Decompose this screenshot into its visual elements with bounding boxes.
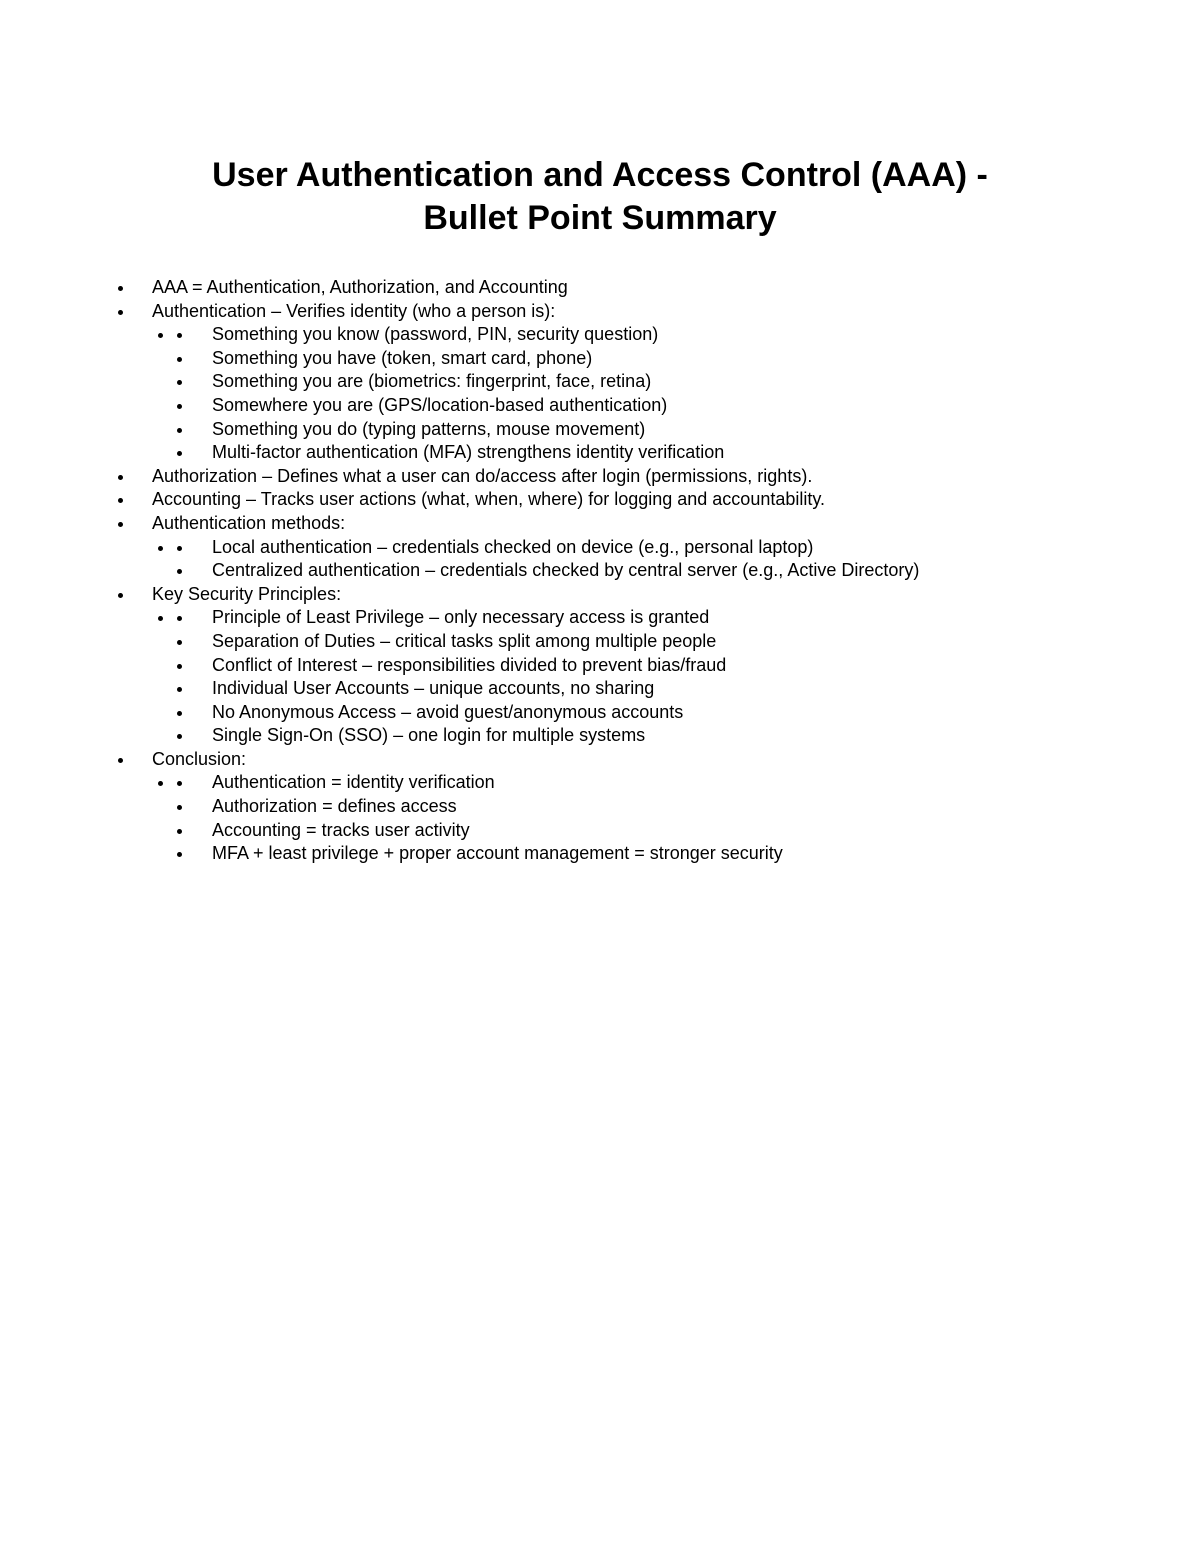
sub-list-item xyxy=(0,677,1200,701)
bullet-dot-icon xyxy=(177,829,182,834)
sub-list-item xyxy=(0,842,1200,866)
list-item-text: MFA + least privilege + proper account management = stronger security xyxy=(212,843,783,864)
sub-list-item xyxy=(0,606,1200,630)
list-item-text: Conclusion: xyxy=(152,748,247,769)
sub-list-item xyxy=(0,724,1200,748)
list-item-text: No Anonymous Access – avoid guest/anonymous accounts xyxy=(212,701,684,722)
bullet-dot-icon xyxy=(177,380,182,385)
bullet-dot-icon xyxy=(177,404,182,409)
document-title-line-1: User Authentication and Access Control (AAA) - xyxy=(212,156,988,194)
bullet-dot-icon xyxy=(177,640,182,645)
bullet-dot-icon xyxy=(177,616,182,621)
bullet-dot-icon xyxy=(118,593,123,598)
bullet-dot-icon xyxy=(118,475,123,480)
list-item xyxy=(0,488,1200,512)
sub-list-item xyxy=(0,536,1200,560)
list-item xyxy=(0,300,1200,324)
sub-list-item xyxy=(0,370,1200,394)
bullet-dot-icon xyxy=(118,758,123,763)
list-item-text: Authorization – Defines what a user can do/access after login (permissions, rights). xyxy=(152,465,813,486)
list-item-text: Multi-factor authentication (MFA) strengthens identity verification xyxy=(212,442,725,463)
list-item-text: Authentication methods: xyxy=(152,512,346,533)
list-item-text: Single Sign-On (SSO) – one login for multiple systems xyxy=(212,725,646,746)
list-item-text: Authentication = identity verification xyxy=(212,772,495,793)
sub-list-item xyxy=(0,795,1200,819)
list-item xyxy=(0,465,1200,489)
list-item-text: Individual User Accounts – unique accounts, no sharing xyxy=(212,678,655,699)
bullet-dot-icon xyxy=(177,687,182,692)
list-item-text: Something you have (token, smart card, phone) xyxy=(212,347,593,368)
list-item-text: Authentication – Verifies identity (who a person is): xyxy=(152,300,556,321)
list-item-text: Something you are (biometrics: fingerprint, face, retina) xyxy=(212,371,652,392)
list-item-text: Accounting = tracks user activity xyxy=(212,819,470,840)
list-item-text: Key Security Principles: xyxy=(152,583,342,604)
bullet-dot-icon xyxy=(177,569,182,574)
list-item-text: Something you do (typing patterns, mouse movement) xyxy=(212,418,646,439)
sub-list-item xyxy=(0,441,1200,465)
sub-list-item xyxy=(0,819,1200,843)
list-item-text: AAA = Authentication, Authorization, and Accounting xyxy=(152,277,568,297)
list-item xyxy=(0,583,1200,607)
document-title-line-2: Bullet Point Summary xyxy=(423,199,777,237)
sub-list-item xyxy=(0,347,1200,371)
bullet-dot-icon xyxy=(177,333,182,338)
bullet-dot-icon xyxy=(177,546,182,551)
list-item-text: Separation of Duties – critical tasks split among multiple people xyxy=(212,630,717,651)
list-item-text: Principle of Least Privilege – only necessary access is granted xyxy=(212,607,710,628)
list-item-text: Conflict of Interest – responsibilities divided to prevent bias/fraud xyxy=(212,654,727,675)
bullet-dot-icon xyxy=(158,781,163,786)
bullet-dot-icon xyxy=(177,428,182,433)
bullet-dot-icon xyxy=(177,734,182,739)
sub-list-item xyxy=(0,654,1200,678)
bullet-dot-icon xyxy=(177,711,182,716)
sub-list-item xyxy=(0,630,1200,654)
list-item-text: Local authentication – credentials checked on device (e.g., personal laptop) xyxy=(212,536,814,557)
bullet-dot-icon xyxy=(177,781,182,786)
list-item xyxy=(0,512,1200,536)
list-item xyxy=(0,748,1200,772)
list-item-text: Centralized authentication – credentials checked by central server (e.g., Active Directory) xyxy=(212,560,920,581)
list-item-text: Authorization = defines access xyxy=(212,796,457,817)
bullet-dot-icon xyxy=(177,357,182,362)
bullet-dot-icon xyxy=(177,852,182,857)
document-title xyxy=(100,154,1100,240)
sub-list-item xyxy=(0,394,1200,418)
bullet-dot-icon xyxy=(177,451,182,456)
bullet-dot-icon xyxy=(118,286,123,291)
bullet-dot-icon xyxy=(158,616,163,621)
sub-list-item xyxy=(0,323,1200,347)
bullet-dot-icon xyxy=(177,805,182,810)
sub-list-item xyxy=(0,771,1200,795)
bullet-dot-icon xyxy=(118,522,123,527)
bullet-dot-icon xyxy=(158,333,163,338)
bullet-dot-icon xyxy=(118,498,123,503)
list-item-text: Something you know (password, PIN, security question) xyxy=(212,324,659,345)
bullet-dot-icon xyxy=(177,664,182,669)
list-item-text: Accounting – Tracks user actions (what, when, where) for logging and accountability. xyxy=(152,489,826,510)
sub-list-item xyxy=(0,701,1200,725)
bullet-list xyxy=(0,276,1200,866)
list-item xyxy=(0,276,1200,300)
bullet-dot-icon xyxy=(158,546,163,551)
list-item-text: Somewhere you are (GPS/location-based authentication) xyxy=(212,394,668,415)
sub-list-item xyxy=(0,418,1200,442)
bullet-dot-icon xyxy=(118,310,123,315)
sub-list-item xyxy=(0,559,1200,583)
